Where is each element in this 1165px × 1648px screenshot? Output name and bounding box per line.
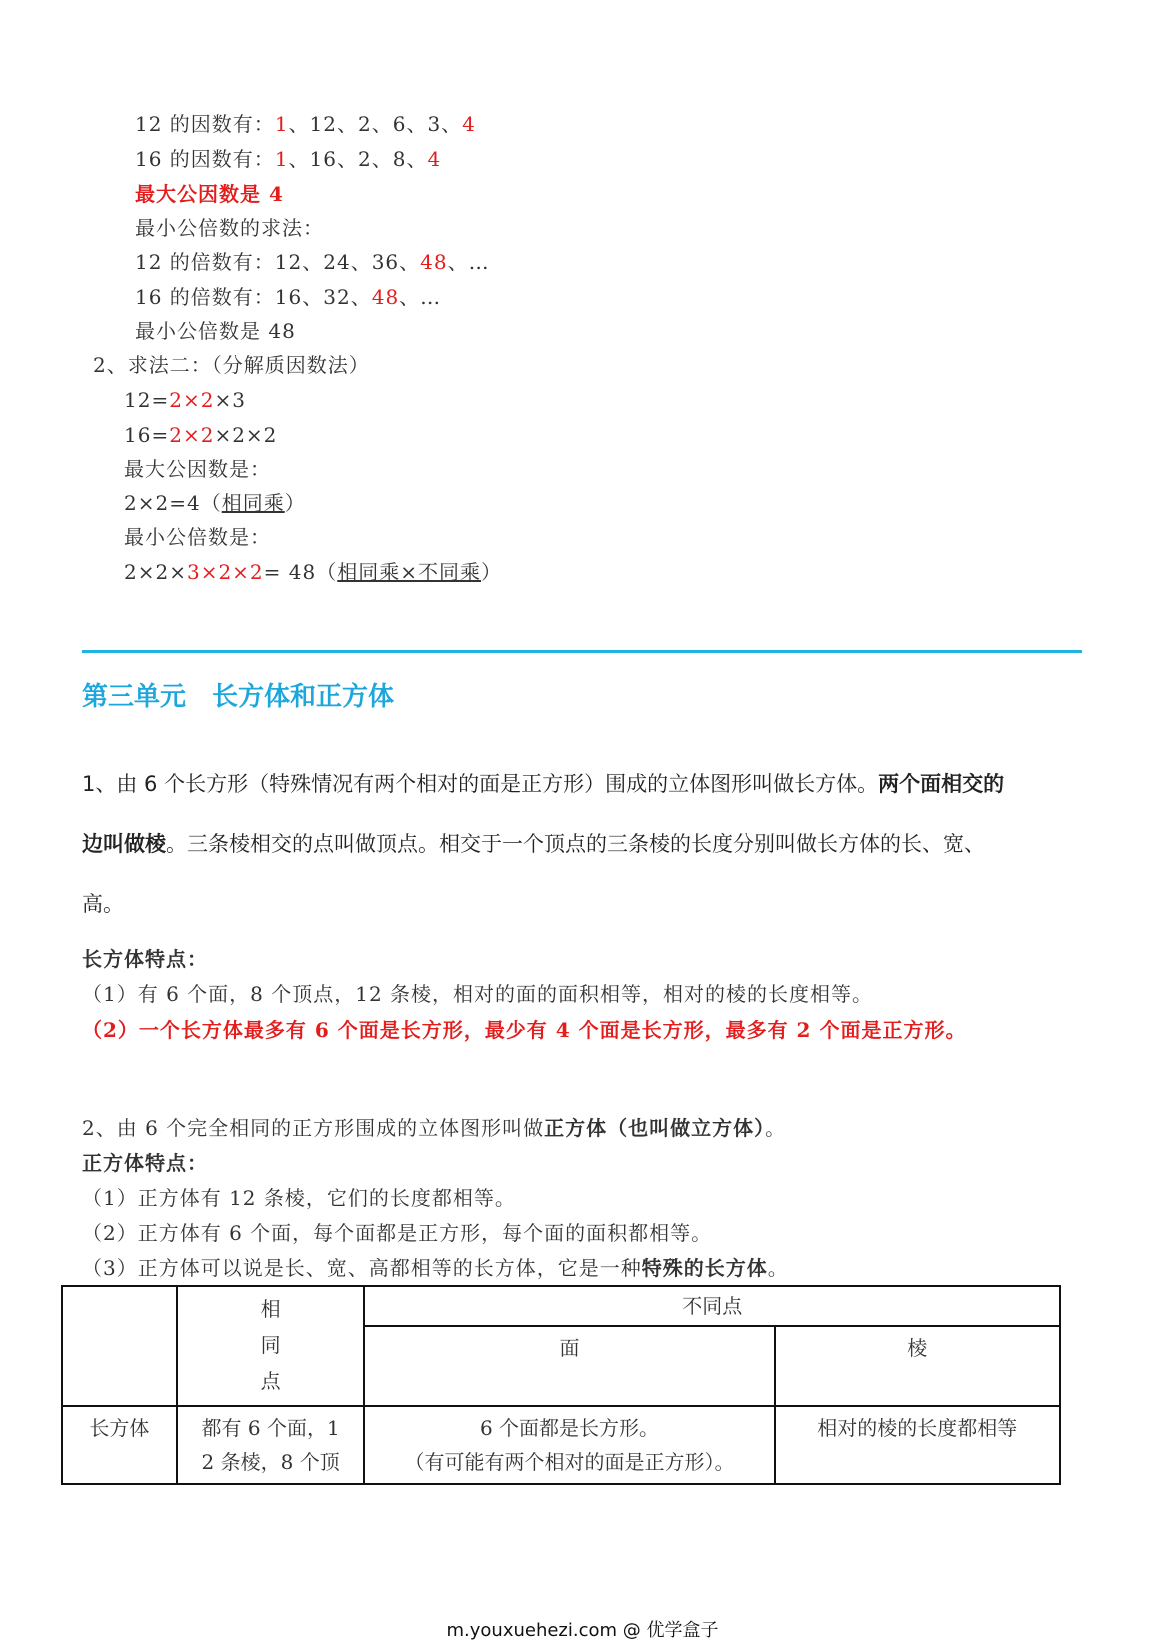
factorization-16: 16=2×2×2×2 [124,423,278,447]
table-row [62,1406,1060,1484]
cube-features-title: 正方体特点： [82,1151,208,1175]
gcf-label: 最大公因数是： [124,457,271,481]
cube-feature-1: （1）正方体有 12 条棱，它们的长度都相等。 [82,1186,516,1210]
edge-header: 棱 [775,1326,1060,1406]
row-label-cuboid: 长方体 [62,1406,177,1484]
face-cell: 6 个面都是长方形。 （有可能有两个相对的面是正方形）。 [364,1406,774,1484]
table-corner-cell [62,1286,177,1406]
multiples-16-line: 16 的倍数有：16、32、48、… [135,285,442,309]
cuboid-features-title: 长方体特点： [82,947,208,971]
cuboid-feature-1: （1）有 6 个面，8 个顶点，12 条棱，相对的面的面积相等，相对的棱的长度相等。 [82,982,874,1006]
cube-feature-3: （3）正方体可以说是长、宽、高都相等的长方体，它是一种特殊的长方体。 [82,1256,789,1280]
multiples-12-line: 12 的倍数有：12、24、36、48、… [135,250,490,274]
lcm-method-heading: 最小公倍数的求法： [135,216,324,240]
diff-points-header: 不同点 [364,1286,1060,1326]
face-header: 面 [364,1326,774,1406]
same-points-header: 相 同 点 [177,1286,365,1406]
gcf-result: 最大公因数是 4 [135,182,284,206]
table-header-row [62,1286,1060,1326]
unit-number: 第三单元 [82,682,187,712]
edge-cell: 相对的棱的长度都相等 [775,1406,1060,1484]
comparison-table [61,1285,1061,1485]
cube-feature-2: （2）正方体有 6 个面，每个面都是正方形，每个面的面积都相等。 [82,1221,713,1245]
factorization-12: 12=2×2×3 [124,388,246,412]
footer-watermark: m.youxuehezi.com @ 优学盒子 [446,1620,719,1641]
factors-12-line: 12 的因数有：1、12、2、6、3、4 [135,112,476,136]
cuboid-definition-line3: 高。 [82,892,124,916]
cuboid-definition-line2: 边叫做棱。三条棱相交的点叫做顶点。相交于一个顶点的三条棱的长度分别叫做长方体的长、宽、 [82,832,985,856]
gcf-expression: 2×2=4（相同乘） [124,491,306,515]
method2-title: 2、求法二：（分解质因数法） [93,353,370,377]
same-points-cell: 都有 6 个面，1 2 条棱，8 个顶 [177,1406,365,1484]
cube-definition: 2、由 6 个完全相同的正方形围成的立体图形叫做正方体（也叫做立方体）。 [82,1116,787,1140]
lcm-result: 最小公倍数是 48 [135,319,296,343]
unit-title [82,676,394,713]
cuboid-definition-line1: 1、由 6 个长方形（特殊情况有两个相对的面是正方形）围成的立体图形叫做长方体。两个面相交的 [82,772,1005,796]
unit-name: 长方体和正方体 [212,682,395,712]
cuboid-feature-2: （2）一个长方体最多有 6 个面是长方形，最少有 4 个面是长方形，最多有 2 个面是正方形。 [82,1018,967,1042]
lcm-expression: 2×2×3×2×2= 48（相同乘×不同乘） [124,560,503,584]
lcm-label: 最小公倍数是： [124,525,271,549]
section-divider [82,650,1082,653]
factors-16-line: 16 的因数有：1、16、2、8、4 [135,147,442,171]
